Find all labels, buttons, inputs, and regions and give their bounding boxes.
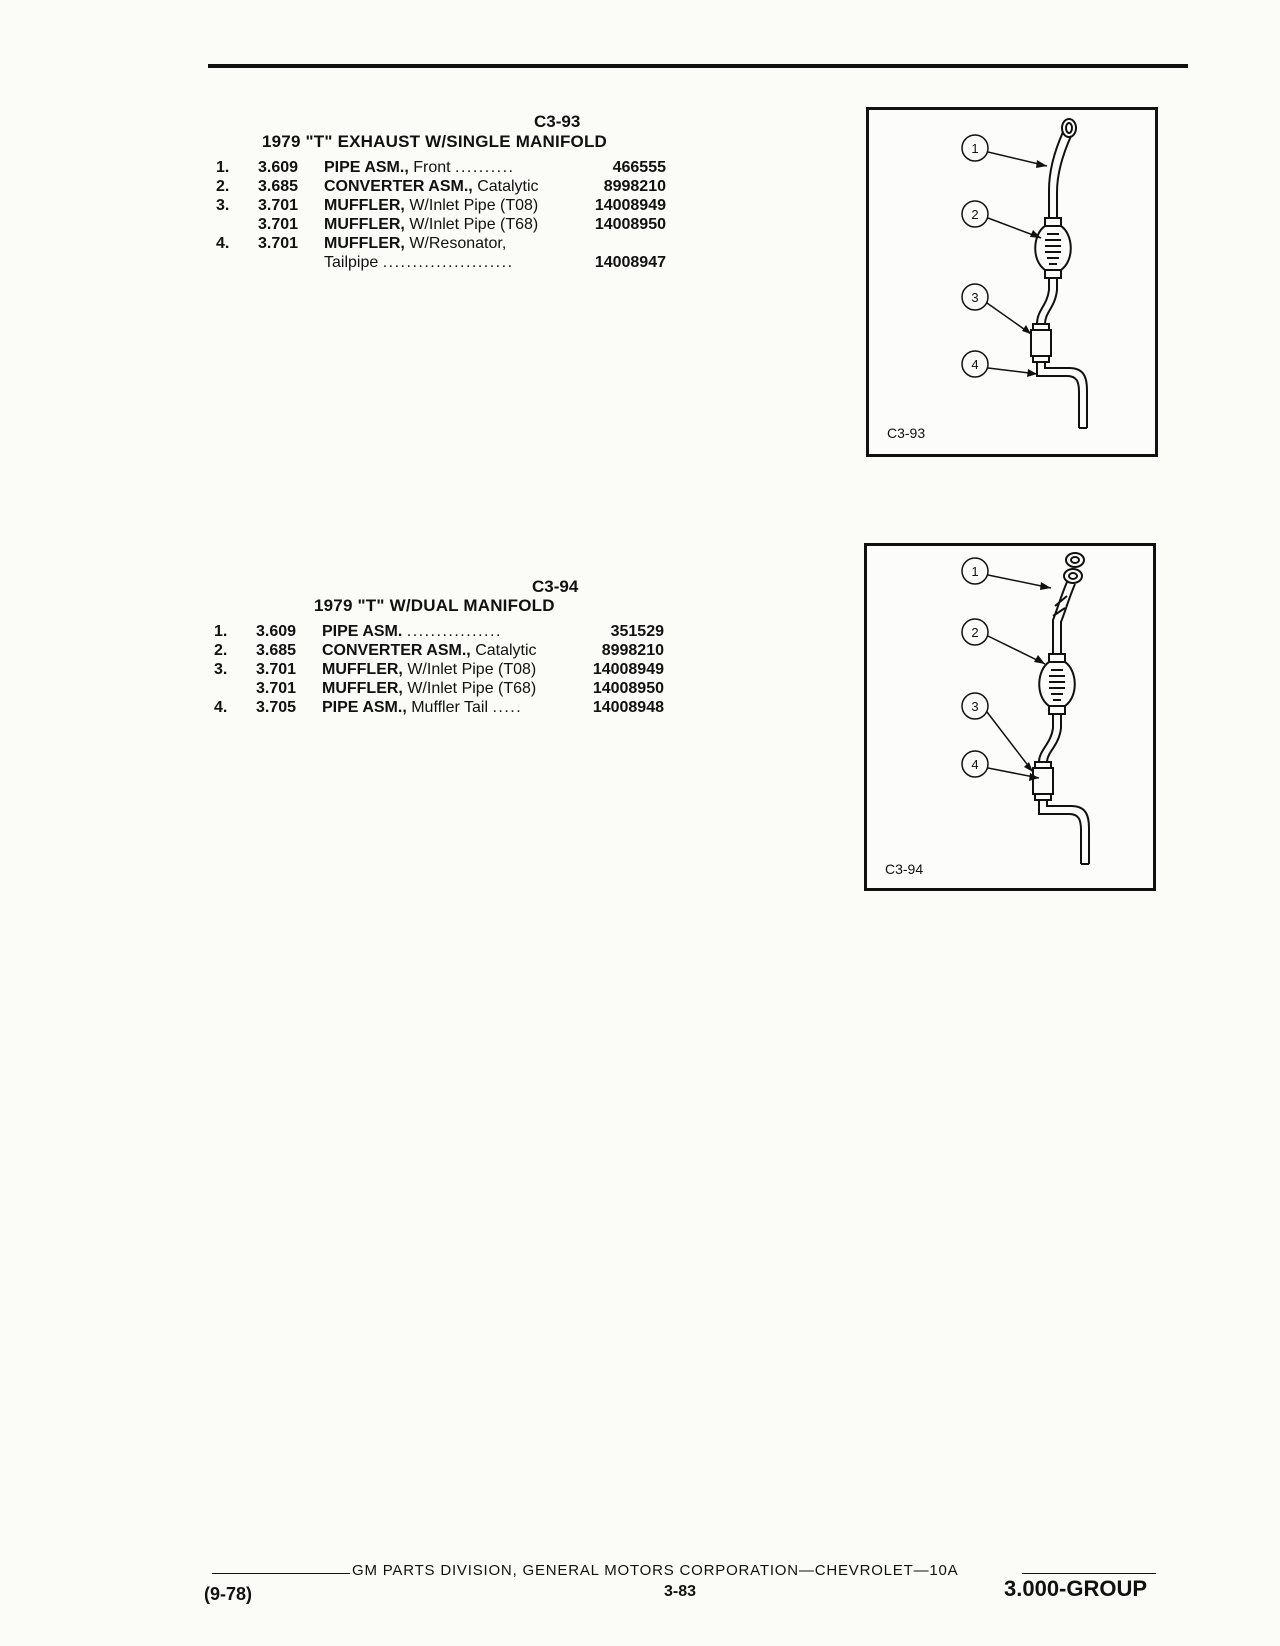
part-name: MUFFLER, xyxy=(324,197,405,214)
part-number: 14008950 xyxy=(592,680,664,697)
group-number: 3.701 xyxy=(258,197,299,214)
tailpipe-icon xyxy=(1037,362,1087,428)
group-number: 3.609 xyxy=(256,623,297,640)
footer-group: 3.000-GROUP xyxy=(1004,1576,1148,1601)
callout-4: 4 xyxy=(971,357,979,372)
muffler-icon xyxy=(1031,330,1051,356)
item-number: 2. xyxy=(216,178,230,195)
section-code: C3-93 xyxy=(534,112,581,131)
part-detail: W/Inlet Pipe (T68) xyxy=(409,216,539,233)
callout-3: 3 xyxy=(971,699,979,714)
part-name: PIPE ASM. xyxy=(322,623,403,640)
dot-leader: .......... xyxy=(455,159,515,176)
exhaust-system-illustration xyxy=(869,110,1155,454)
part-detail: Catalytic xyxy=(477,178,539,195)
part-description xyxy=(324,196,538,215)
footer-rule-left xyxy=(212,1573,350,1574)
manifold-flange-icon xyxy=(1066,553,1084,567)
part-description xyxy=(324,215,538,234)
callout-1: 1 xyxy=(971,141,979,156)
group-number: 3.701 xyxy=(256,680,297,697)
group-number: 3.705 xyxy=(256,699,297,716)
part-number: 14008948 xyxy=(592,699,664,716)
part-name: PIPE ASM., xyxy=(322,699,407,716)
tailpipe-icon xyxy=(1039,800,1089,864)
callout-4: 4 xyxy=(971,757,979,772)
page-number: 3-83 xyxy=(664,1583,697,1600)
dot-leader: ................ xyxy=(406,623,502,640)
exhaust-system-illustration xyxy=(867,546,1153,888)
part-description xyxy=(322,660,536,679)
part-name: MUFFLER, xyxy=(324,235,405,252)
part-number: 14008949 xyxy=(594,197,666,214)
part-detail: Muffler Tail xyxy=(411,699,488,716)
manifold-flange-icon xyxy=(1062,119,1076,137)
part-name: CONVERTER ASM., xyxy=(324,178,473,195)
part-detail: W/Inlet Pipe (T68) xyxy=(407,680,537,697)
part-description xyxy=(324,177,539,196)
part-number: 8998210 xyxy=(603,178,666,195)
exhaust-diagram-c3-93 xyxy=(866,107,1158,457)
group-number: 3.701 xyxy=(258,216,299,233)
item-number: 3. xyxy=(214,661,228,678)
part-number: 14008949 xyxy=(592,661,664,678)
footer-publisher: GM PARTS DIVISION, GENERAL MOTORS CORPORATION—CHEVROLET—10A xyxy=(352,1562,959,1579)
part-name: CONVERTER ASM., xyxy=(322,642,471,659)
dot-leader: ..... xyxy=(492,699,523,716)
part-description xyxy=(322,641,537,660)
part-description xyxy=(322,698,522,717)
exhaust-diagram-c3-94 xyxy=(864,543,1156,891)
manifold-flange-icon xyxy=(1064,569,1082,583)
callout-3: 3 xyxy=(971,290,979,305)
part-description xyxy=(322,679,536,698)
top-rule xyxy=(208,64,1188,68)
group-number: 3.685 xyxy=(258,178,299,195)
item-number: 4. xyxy=(216,235,230,252)
part-detail: W/Resonator, xyxy=(409,235,507,252)
front-pipe-icon xyxy=(1053,582,1075,654)
group-number: 3.609 xyxy=(258,159,299,176)
part-name: MUFFLER, xyxy=(324,216,405,233)
item-number: 3. xyxy=(216,197,230,214)
group-number: 3.685 xyxy=(256,642,297,659)
part-number: 14008950 xyxy=(594,216,666,233)
part-detail: Front xyxy=(413,159,451,176)
part-description xyxy=(322,622,502,641)
part-number: 351529 xyxy=(610,623,664,640)
part-description xyxy=(324,234,506,253)
item-number: 4. xyxy=(214,699,228,716)
callout-1: 1 xyxy=(971,564,979,579)
callout-2: 2 xyxy=(971,625,979,640)
item-number: 1. xyxy=(216,159,230,176)
front-pipe-icon xyxy=(1049,132,1071,218)
part-description xyxy=(324,253,514,272)
footer-date: (9-78) xyxy=(204,1584,253,1604)
figure-label: C3-94 xyxy=(885,861,924,877)
part-name: MUFFLER, xyxy=(322,680,403,697)
item-number: 1. xyxy=(214,623,228,640)
part-detail: Catalytic xyxy=(475,642,537,659)
part-number: 8998210 xyxy=(601,642,664,659)
footer-rule-right xyxy=(1022,1573,1156,1574)
figure-label: C3-93 xyxy=(887,425,926,441)
section-title: 1979 "T" EXHAUST W/SINGLE MANIFOLD xyxy=(262,132,608,151)
part-detail: W/Inlet Pipe (T08) xyxy=(407,661,537,678)
part-name: MUFFLER, xyxy=(322,661,403,678)
part-detail: W/Inlet Pipe (T08) xyxy=(409,197,539,214)
part-number: 466555 xyxy=(612,159,666,176)
part-name: PIPE ASM., xyxy=(324,159,409,176)
part-number: 14008947 xyxy=(594,254,666,271)
group-number: 3.701 xyxy=(256,661,297,678)
item-number: 2. xyxy=(214,642,228,659)
section-title: 1979 "T" W/DUAL MANIFOLD xyxy=(314,596,555,615)
dot-leader: ...................... xyxy=(382,254,514,271)
callout-2: 2 xyxy=(971,207,979,222)
section-code: C3-94 xyxy=(532,577,579,596)
part-description xyxy=(324,158,514,177)
part-detail: Tailpipe xyxy=(324,254,379,271)
muffler-icon xyxy=(1033,768,1053,794)
group-number: 3.701 xyxy=(258,235,299,252)
